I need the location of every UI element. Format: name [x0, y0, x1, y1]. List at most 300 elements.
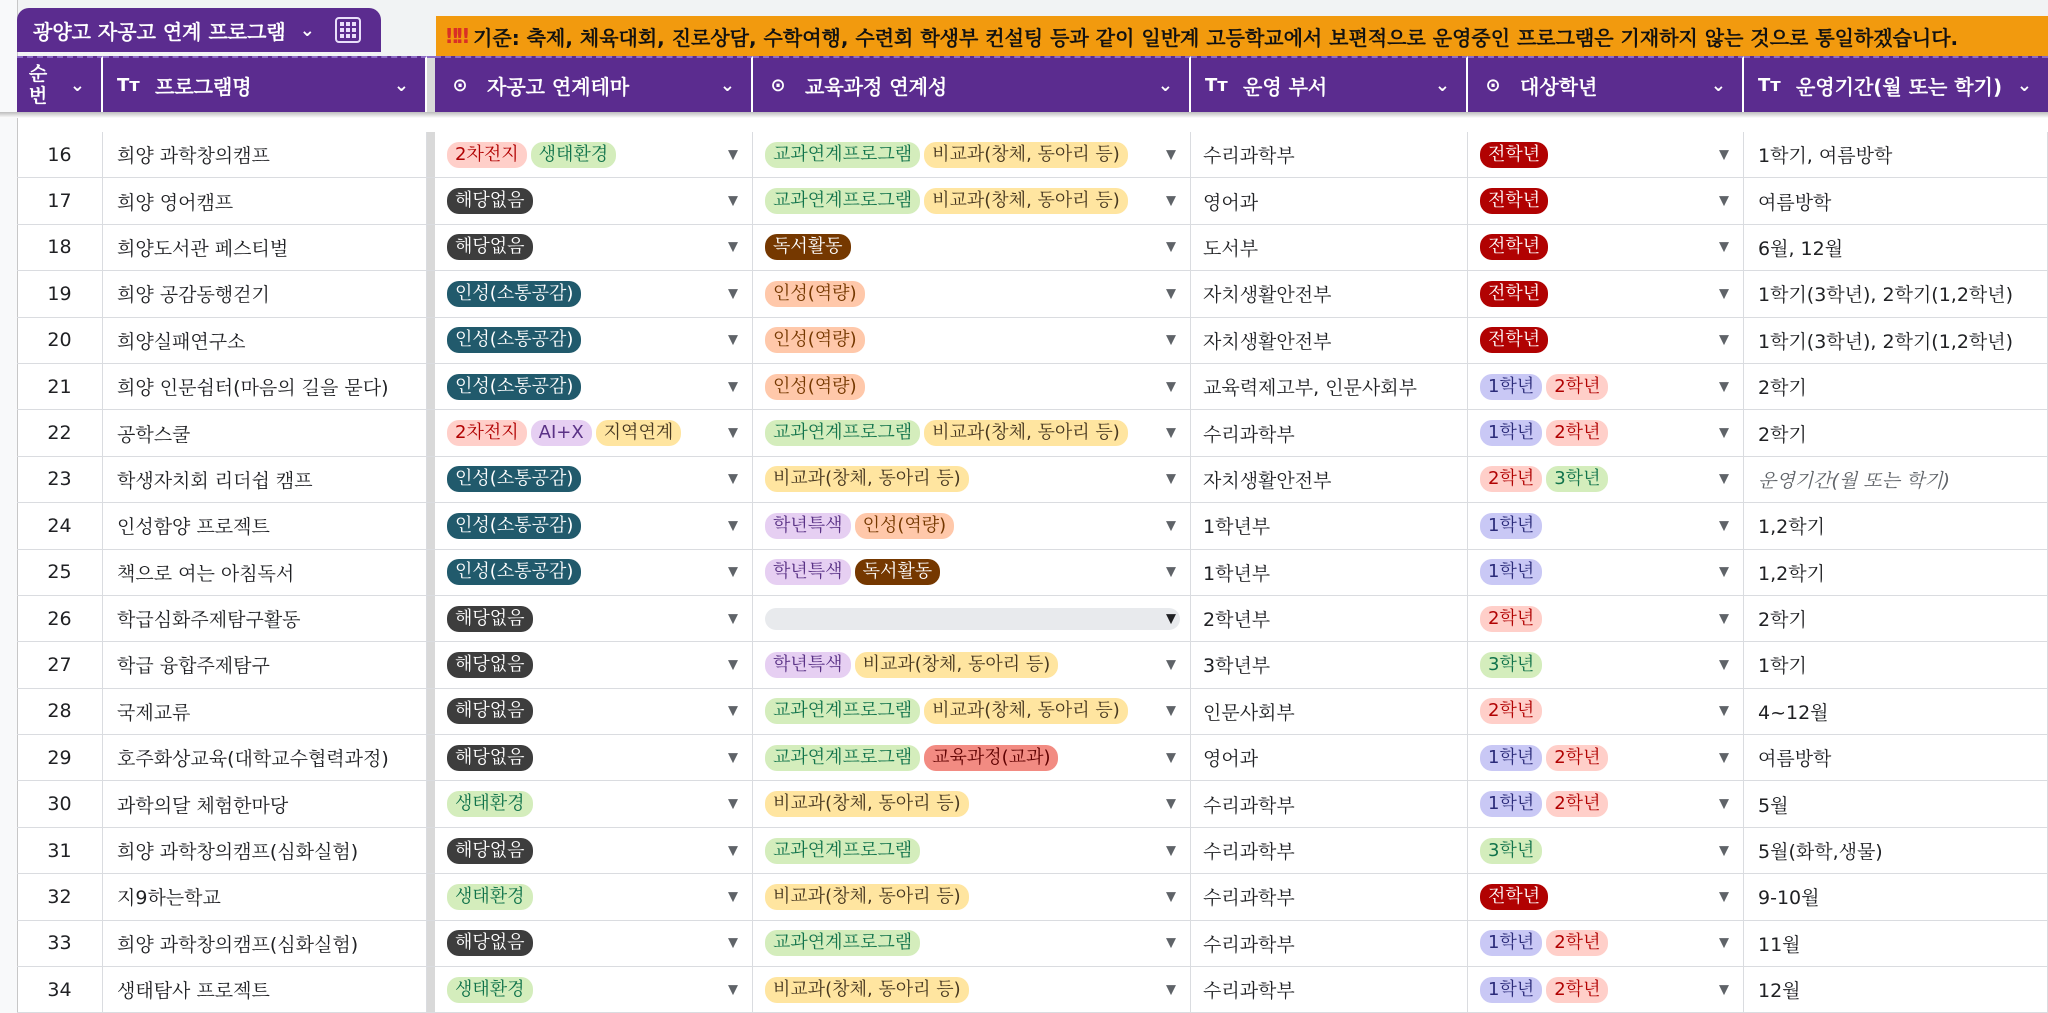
- chevron-down-icon[interactable]: ⌄: [2016, 74, 2032, 96]
- dropdown-arrow-icon[interactable]: ▼: [728, 193, 738, 209]
- theme-select-cell[interactable]: [435, 596, 753, 641]
- curriculum-select-cell[interactable]: [753, 271, 1191, 316]
- theme-select-cell[interactable]: [435, 225, 753, 270]
- grade-select-cell[interactable]: [1468, 735, 1744, 780]
- dropdown-arrow-icon[interactable]: ▼: [1719, 796, 1729, 812]
- program-name-cell[interactable]: 과학의달 체험한마당: [103, 781, 427, 826]
- table-name-label: 광양고 자공고 연계 프로그램: [33, 19, 286, 44]
- table-row: [17, 318, 2048, 364]
- dropdown-arrow-icon[interactable]: ▼: [1166, 332, 1176, 348]
- theme-select-cell[interactable]: [435, 132, 753, 177]
- option-chip: 1학년: [1480, 374, 1542, 400]
- table-row: [17, 642, 2048, 688]
- table-body: [17, 132, 2048, 1013]
- column-header-no[interactable]: [17, 56, 103, 112]
- option-chip: 인성(소통공감): [447, 466, 581, 492]
- period-text: 4~12월: [1758, 701, 1829, 724]
- dropdown-arrow-icon[interactable]: ▼: [728, 703, 738, 719]
- curriculum-select-cell[interactable]: [753, 735, 1191, 780]
- curriculum-select-cell[interactable]: [753, 689, 1191, 734]
- dropdown-arrow-icon[interactable]: ▼: [1719, 982, 1729, 998]
- frozen-divider: [427, 178, 435, 223]
- period-cell[interactable]: [1744, 271, 2048, 316]
- period-text: 11월: [1758, 933, 1801, 956]
- empty-select-chip[interactable]: [765, 608, 1180, 630]
- program-name-cell[interactable]: 생태탐사 프로젝트: [103, 967, 427, 1012]
- dept-cell[interactable]: 수리과학부: [1191, 828, 1468, 873]
- dropdown-arrow-icon[interactable]: ▼: [1719, 147, 1729, 163]
- column-header-theme[interactable]: [435, 56, 753, 112]
- theme-select-cell[interactable]: [435, 550, 753, 595]
- row-number: 33: [17, 921, 103, 966]
- dropdown-arrow-icon[interactable]: ▼: [1166, 518, 1176, 534]
- dropdown-arrow-icon[interactable]: ▼: [728, 982, 738, 998]
- dept-cell[interactable]: 1학년부: [1191, 550, 1468, 595]
- curriculum-select-cell[interactable]: [753, 596, 1191, 641]
- program-name-cell[interactable]: 공학스쿨: [103, 410, 427, 455]
- column-header-label: 자공고 연계테마: [487, 74, 630, 99]
- dropdown-arrow-icon[interactable]: ▼: [1719, 564, 1729, 580]
- frozen-divider: [427, 503, 435, 548]
- theme-select-cell[interactable]: [435, 828, 753, 873]
- option-chip: 3학년: [1480, 652, 1542, 678]
- theme-select-cell[interactable]: [435, 735, 753, 780]
- grade-select-cell[interactable]: [1468, 596, 1744, 641]
- dropdown-arrow-icon[interactable]: ▼: [728, 518, 738, 534]
- option-chip: 비교과(창체, 동아리 등): [924, 698, 1128, 724]
- theme-select-cell[interactable]: [435, 874, 753, 919]
- calculator-icon[interactable]: [335, 17, 361, 43]
- dropdown-arrow-icon[interactable]: ▼: [1166, 982, 1176, 998]
- option-chip: 전학년: [1480, 281, 1548, 307]
- table-row: [17, 132, 2048, 178]
- notice-banner: [436, 16, 2048, 56]
- period-cell[interactable]: [1744, 967, 2048, 1012]
- option-chip: 인성(소통공감): [447, 513, 581, 539]
- program-name-cell[interactable]: 책으로 여는 아침독서: [103, 550, 427, 595]
- dropdown-arrow-icon[interactable]: ▼: [1719, 703, 1729, 719]
- dropdown-arrow-icon[interactable]: ▼: [1166, 239, 1176, 255]
- grade-select-cell[interactable]: [1468, 225, 1744, 270]
- theme-select-cell[interactable]: [435, 457, 753, 502]
- dropdown-arrow-icon[interactable]: ▼: [1166, 750, 1176, 766]
- program-name-cell[interactable]: 호주화상교육(대학교수협력과정): [103, 735, 427, 780]
- dept-cell[interactable]: 영어과: [1191, 735, 1468, 780]
- grade-select-cell[interactable]: [1468, 921, 1744, 966]
- dropdown-arrow-icon[interactable]: ▼: [728, 147, 738, 163]
- option-chip: 2학년: [1546, 977, 1608, 1003]
- grade-select-cell[interactable]: [1468, 178, 1744, 223]
- option-chip: 1학년: [1480, 420, 1542, 446]
- option-chip: 인성(소통공감): [447, 374, 581, 400]
- curriculum-select-cell[interactable]: [753, 318, 1191, 363]
- grade-select-cell[interactable]: [1468, 689, 1744, 734]
- row-gutter: [0, 0, 18, 1013]
- text-type-icon: Tт: [1205, 74, 1228, 96]
- option-chip: 1학년: [1480, 977, 1542, 1003]
- option-chip: 2학년: [1546, 420, 1608, 446]
- chevron-down-icon[interactable]: ⌄: [1434, 74, 1450, 96]
- period-cell[interactable]: [1744, 781, 2048, 826]
- table-row: [17, 735, 2048, 781]
- dropdown-arrow-icon[interactable]: ▼: [1719, 611, 1729, 627]
- table-row: [17, 410, 2048, 456]
- period-text: 2학기: [1758, 609, 1807, 632]
- option-chip: 독서활동: [855, 559, 941, 585]
- option-chip: 전학년: [1480, 234, 1548, 260]
- option-chip: 2차전지: [447, 420, 527, 446]
- dropdown-arrow-icon[interactable]: ▼: [1719, 518, 1729, 534]
- chevron-down-icon[interactable]: ⌄: [299, 19, 315, 41]
- period-cell[interactable]: [1744, 225, 2048, 270]
- grade-select-cell[interactable]: [1468, 318, 1744, 363]
- period-text: 5월: [1758, 794, 1789, 817]
- table-row: [17, 689, 2048, 735]
- dropdown-arrow-icon[interactable]: ▼: [728, 471, 738, 487]
- dept-cell[interactable]: 수리과학부: [1191, 132, 1468, 177]
- dropdown-arrow-icon[interactable]: ▼: [1166, 425, 1176, 441]
- grade-select-cell[interactable]: [1468, 550, 1744, 595]
- row-number: 34: [17, 967, 103, 1012]
- table-row: [17, 781, 2048, 827]
- theme-select-cell[interactable]: [435, 503, 753, 548]
- theme-select-cell[interactable]: [435, 781, 753, 826]
- grade-select-cell[interactable]: [1468, 271, 1744, 316]
- curriculum-select-cell[interactable]: [753, 967, 1191, 1012]
- dept-cell[interactable]: 인문사회부: [1191, 689, 1468, 734]
- program-name-cell[interactable]: 학생자치회 리더쉽 캠프: [103, 457, 427, 502]
- dropdown-arrow-icon[interactable]: ▼: [728, 611, 738, 627]
- column-header-grade[interactable]: [1468, 56, 1744, 112]
- period-cell[interactable]: [1744, 828, 2048, 873]
- frozen-divider: [427, 364, 435, 409]
- period-cell[interactable]: [1744, 550, 2048, 595]
- table-row: [17, 874, 2048, 920]
- option-chip: 비교과(창체, 동아리 등): [765, 466, 969, 492]
- theme-select-cell[interactable]: [435, 318, 753, 363]
- dept-cell[interactable]: 수리과학부: [1191, 874, 1468, 919]
- dropdown-arrow-icon[interactable]: ▼: [728, 379, 738, 395]
- option-chip: 1학년: [1480, 513, 1542, 539]
- dept-cell[interactable]: 3학년부: [1191, 642, 1468, 687]
- row-number: 29: [17, 735, 103, 780]
- period-cell[interactable]: [1744, 874, 2048, 919]
- period-cell[interactable]: [1744, 457, 2048, 502]
- frozen-divider: [427, 550, 435, 595]
- column-header-period[interactable]: [1744, 56, 2048, 112]
- frozen-divider: [427, 967, 435, 1012]
- period-text: 2학기: [1758, 377, 1807, 400]
- row-number: 17: [17, 178, 103, 223]
- dropdown-arrow-icon[interactable]: ▼: [1719, 843, 1729, 859]
- frozen-divider: [427, 596, 435, 641]
- option-chip: AI+X: [531, 420, 592, 446]
- table-header: [17, 56, 2048, 112]
- curriculum-select-cell[interactable]: [753, 921, 1191, 966]
- dropdown-arrow-icon[interactable]: ▼: [1166, 703, 1176, 719]
- curriculum-select-cell[interactable]: [753, 225, 1191, 270]
- period-text: 여름방학: [1758, 748, 1832, 771]
- program-name-cell[interactable]: 희양실패연구소: [103, 318, 427, 363]
- grade-select-cell[interactable]: [1468, 781, 1744, 826]
- row-number: 16: [17, 132, 103, 177]
- curriculum-select-cell[interactable]: [753, 642, 1191, 687]
- column-header-dept[interactable]: [1191, 56, 1468, 112]
- theme-select-cell[interactable]: [435, 921, 753, 966]
- option-chip: 생태환경: [447, 977, 533, 1003]
- chevron-down-icon[interactable]: ⌄: [1157, 74, 1173, 96]
- option-chip: 생태환경: [447, 884, 533, 910]
- program-name-cell[interactable]: 희양 과학창의캠프(심화실험): [103, 828, 427, 873]
- period-cell[interactable]: [1744, 642, 2048, 687]
- grade-select-cell[interactable]: [1468, 642, 1744, 687]
- dropdown-arrow-icon[interactable]: ▼: [1166, 796, 1176, 812]
- column-header-label: 순번: [28, 63, 48, 107]
- table-row: [17, 178, 2048, 224]
- chevron-down-icon[interactable]: ⌄: [69, 74, 85, 96]
- dropdown-arrow-icon[interactable]: ▼: [1719, 471, 1729, 487]
- option-chip: 비교과(창체, 동아리 등): [855, 652, 1059, 678]
- period-cell[interactable]: [1744, 178, 2048, 223]
- dept-cell[interactable]: 자치생활안전부: [1191, 457, 1468, 502]
- period-text: 1학기(3학년), 2학기(1,2학년): [1758, 284, 2014, 307]
- period-text: 12월: [1758, 980, 1801, 1003]
- dropdown-arrow-icon[interactable]: ▼: [1166, 611, 1176, 627]
- option-chip: 1학년: [1480, 559, 1542, 585]
- row-number: 31: [17, 828, 103, 873]
- option-chip: 해당없음: [447, 745, 533, 771]
- dropdown-arrow-icon[interactable]: ▼: [728, 332, 738, 348]
- theme-select-cell[interactable]: [435, 364, 753, 409]
- theme-select-cell[interactable]: [435, 642, 753, 687]
- period-cell[interactable]: [1744, 410, 2048, 455]
- program-name-cell[interactable]: 인성함양 프로젝트: [103, 503, 427, 548]
- table-row: [17, 503, 2048, 549]
- table-name-tab[interactable]: [17, 8, 381, 52]
- table-row: [17, 921, 2048, 967]
- curriculum-select-cell[interactable]: [753, 132, 1191, 177]
- row-number: 30: [17, 781, 103, 826]
- period-text: 6월, 12월: [1758, 237, 1844, 260]
- table-row: [17, 550, 2048, 596]
- dept-cell[interactable]: 2학년부: [1191, 596, 1468, 641]
- period-cell[interactable]: [1744, 596, 2048, 641]
- theme-select-cell[interactable]: [435, 178, 753, 223]
- curriculum-select-cell[interactable]: [753, 364, 1191, 409]
- option-chip: 1학년: [1480, 791, 1542, 817]
- program-name-cell[interactable]: 희양 과학창의캠프(심화실험): [103, 921, 427, 966]
- column-header-label: 운영기간(월 또는 학기): [1796, 74, 2003, 99]
- curriculum-select-cell[interactable]: [753, 178, 1191, 223]
- program-name-cell[interactable]: 희양 과학창의캠프: [103, 132, 427, 177]
- dropdown-arrow-icon[interactable]: ▼: [728, 239, 738, 255]
- option-chip: 비교과(창체, 동아리 등): [765, 884, 969, 910]
- dropdown-arrow-icon[interactable]: ▼: [1166, 147, 1176, 163]
- period-text: 1,2학기: [1758, 516, 1825, 539]
- option-chip: 생태환경: [531, 142, 617, 168]
- option-chip: 인성(소통공감): [447, 559, 581, 585]
- period-cell[interactable]: [1744, 132, 2048, 177]
- option-chip: 2학년: [1546, 791, 1608, 817]
- curriculum-select-cell[interactable]: [753, 550, 1191, 595]
- dropdown-arrow-icon[interactable]: ▼: [728, 564, 738, 580]
- grade-select-cell[interactable]: [1468, 828, 1744, 873]
- dept-cell[interactable]: 수리과학부: [1191, 967, 1468, 1012]
- period-cell[interactable]: [1744, 503, 2048, 548]
- dropdown-arrow-icon[interactable]: ▼: [728, 796, 738, 812]
- dropdown-arrow-icon[interactable]: ▼: [1166, 935, 1176, 951]
- row-number: 19: [17, 271, 103, 316]
- dropdown-arrow-icon[interactable]: ▼: [728, 286, 738, 302]
- dept-cell[interactable]: 수리과학부: [1191, 921, 1468, 966]
- grade-select-cell[interactable]: [1468, 967, 1744, 1012]
- curriculum-select-cell[interactable]: [753, 781, 1191, 826]
- dropdown-arrow-icon[interactable]: ▼: [728, 657, 738, 673]
- dept-cell[interactable]: 영어과: [1191, 178, 1468, 223]
- curriculum-select-cell[interactable]: [753, 457, 1191, 502]
- dropdown-arrow-icon[interactable]: ▼: [1166, 286, 1176, 302]
- period-cell[interactable]: [1744, 735, 2048, 780]
- dropdown-arrow-icon[interactable]: ▼: [1719, 379, 1729, 395]
- option-chip: 3학년: [1546, 466, 1608, 492]
- curriculum-select-cell[interactable]: [753, 503, 1191, 548]
- row-number: 27: [17, 642, 103, 687]
- option-chip: 교과연계프로그램: [765, 838, 920, 864]
- option-chip: 2학년: [1480, 606, 1542, 632]
- dropdown-arrow-icon[interactable]: ▼: [1719, 193, 1729, 209]
- dropdown-arrow-icon[interactable]: ▼: [1166, 657, 1176, 673]
- dropdown-arrow-icon[interactable]: ▼: [1166, 564, 1176, 580]
- dropdown-arrow-icon[interactable]: ▼: [1719, 425, 1729, 441]
- grade-select-cell[interactable]: [1468, 132, 1744, 177]
- dropdown-arrow-icon[interactable]: ▼: [728, 750, 738, 766]
- option-chip: 인성(소통공감): [447, 281, 581, 307]
- option-chip: 비교과(창체, 동아리 등): [765, 977, 969, 1003]
- dropdown-arrow-icon[interactable]: ▼: [1719, 332, 1729, 348]
- option-chip: 인성(역량): [765, 374, 865, 400]
- chevron-down-icon[interactable]: ⌄: [719, 74, 735, 96]
- row-number: 25: [17, 550, 103, 595]
- curriculum-select-cell[interactable]: [753, 410, 1191, 455]
- dropdown-arrow-icon[interactable]: ▼: [1166, 379, 1176, 395]
- option-chip: 해당없음: [447, 188, 533, 214]
- program-name-cell[interactable]: 희양 공감동행걷기: [103, 271, 427, 316]
- program-name-cell[interactable]: 국제교류: [103, 689, 427, 734]
- program-name-cell[interactable]: 학급심화주제탐구활동: [103, 596, 427, 641]
- curriculum-select-cell[interactable]: [753, 874, 1191, 919]
- column-header-curriculum[interactable]: [753, 56, 1191, 112]
- frozen-divider: [427, 132, 435, 177]
- program-name-cell[interactable]: 지9하는학교: [103, 874, 427, 919]
- option-chip: 해당없음: [447, 698, 533, 724]
- frozen-divider: [427, 781, 435, 826]
- dropdown-arrow-icon[interactable]: ▼: [728, 889, 738, 905]
- dropdown-arrow-icon[interactable]: ▼: [1166, 193, 1176, 209]
- option-chip: 3학년: [1480, 838, 1542, 864]
- option-chip: 비교과(창체, 동아리 등): [924, 142, 1128, 168]
- period-text: 여름방학: [1758, 191, 1832, 214]
- dept-cell[interactable]: 교육력제고부, 인문사회부: [1191, 364, 1468, 409]
- program-name-cell[interactable]: 희양 영어캠프: [103, 178, 427, 223]
- period-text: 1학기, 여름방학: [1758, 145, 1893, 168]
- column-header-label: 교육과정 연계성: [805, 74, 948, 99]
- dept-cell[interactable]: 1학년부: [1191, 503, 1468, 548]
- option-chip: 2학년: [1480, 698, 1542, 724]
- dropdown-arrow-icon[interactable]: ▼: [1166, 843, 1176, 859]
- grade-select-cell[interactable]: [1468, 503, 1744, 548]
- dept-cell[interactable]: 도서부: [1191, 225, 1468, 270]
- frozen-divider: [427, 921, 435, 966]
- option-chip: 학년특색: [765, 559, 851, 585]
- option-chip: 인성(역량): [765, 327, 865, 353]
- dropdown-arrow-icon[interactable]: ▼: [1719, 239, 1729, 255]
- dept-cell[interactable]: 수리과학부: [1191, 410, 1468, 455]
- option-chip: 비교과(창체, 동아리 등): [924, 420, 1128, 446]
- option-chip: 1학년: [1480, 930, 1542, 956]
- dropdown-arrow-icon[interactable]: ▼: [1166, 471, 1176, 487]
- text-type-icon: Tт: [117, 74, 140, 96]
- option-chip: 비교과(창체, 동아리 등): [924, 188, 1128, 214]
- theme-select-cell[interactable]: [435, 689, 753, 734]
- dropdown-arrow-icon[interactable]: ▼: [728, 843, 738, 859]
- program-name-cell[interactable]: 희양도서관 페스티벌: [103, 225, 427, 270]
- table-row: [17, 225, 2048, 271]
- frozen-divider: [427, 735, 435, 780]
- dropdown-arrow-icon[interactable]: ▼: [1166, 889, 1176, 905]
- program-name-cell[interactable]: 희양 인문쉼터(마음의 길을 묻다): [103, 364, 427, 409]
- dropdown-arrow-icon[interactable]: ▼: [1719, 286, 1729, 302]
- frozen-divider: [427, 874, 435, 919]
- row-number: 22: [17, 410, 103, 455]
- option-chip: 인성(소통공감): [447, 327, 581, 353]
- dropdown-arrow-icon[interactable]: ▼: [728, 935, 738, 951]
- chevron-down-icon[interactable]: ⌄: [1710, 74, 1726, 96]
- frozen-divider[interactable]: [427, 56, 435, 112]
- column-header-name[interactable]: [103, 56, 427, 112]
- frozen-divider: [427, 410, 435, 455]
- grade-select-cell[interactable]: [1468, 410, 1744, 455]
- grade-select-cell[interactable]: [1468, 874, 1744, 919]
- option-chip: 교육과정(교과): [924, 745, 1058, 771]
- dropdown-arrow-icon[interactable]: ▼: [1719, 935, 1729, 951]
- option-chip: 학년특색: [765, 652, 851, 678]
- period-text: 1,2학기: [1758, 562, 1825, 585]
- period-placeholder: 운영기간(월 또는 학기): [1758, 469, 1951, 492]
- theme-select-cell[interactable]: [435, 967, 753, 1012]
- period-cell[interactable]: [1744, 921, 2048, 966]
- period-cell[interactable]: [1744, 689, 2048, 734]
- notice-text: 기준: 축제, 체육대회, 진로상담, 수학여행, 수련회 학생부 컨설팅 등과 같이 일반계 고등학교에서 보편적으로 운영중인 프로그램은 기재하지 않는 것으로 통일하겠습니다.: [473, 25, 1959, 50]
- theme-select-cell[interactable]: [435, 410, 753, 455]
- curriculum-select-cell[interactable]: [753, 828, 1191, 873]
- period-cell[interactable]: [1744, 318, 2048, 363]
- grade-select-cell[interactable]: [1468, 457, 1744, 502]
- theme-select-cell[interactable]: [435, 271, 753, 316]
- program-name-cell[interactable]: 학급 융합주제탐구: [103, 642, 427, 687]
- dept-cell[interactable]: 수리과학부: [1191, 781, 1468, 826]
- dept-cell[interactable]: 자치생활안전부: [1191, 318, 1468, 363]
- dropdown-arrow-icon[interactable]: ▼: [1719, 750, 1729, 766]
- frozen-divider: [427, 457, 435, 502]
- dropdown-arrow-icon[interactable]: ▼: [728, 425, 738, 441]
- dropdown-arrow-icon[interactable]: ▼: [1719, 657, 1729, 673]
- chevron-down-icon[interactable]: ⌄: [393, 74, 409, 96]
- text-type-icon: Tт: [1758, 74, 1781, 96]
- dept-cell[interactable]: 자치생활안전부: [1191, 271, 1468, 316]
- grade-select-cell[interactable]: [1468, 364, 1744, 409]
- period-cell[interactable]: [1744, 364, 2048, 409]
- dropdown-arrow-icon[interactable]: ▼: [1719, 889, 1729, 905]
